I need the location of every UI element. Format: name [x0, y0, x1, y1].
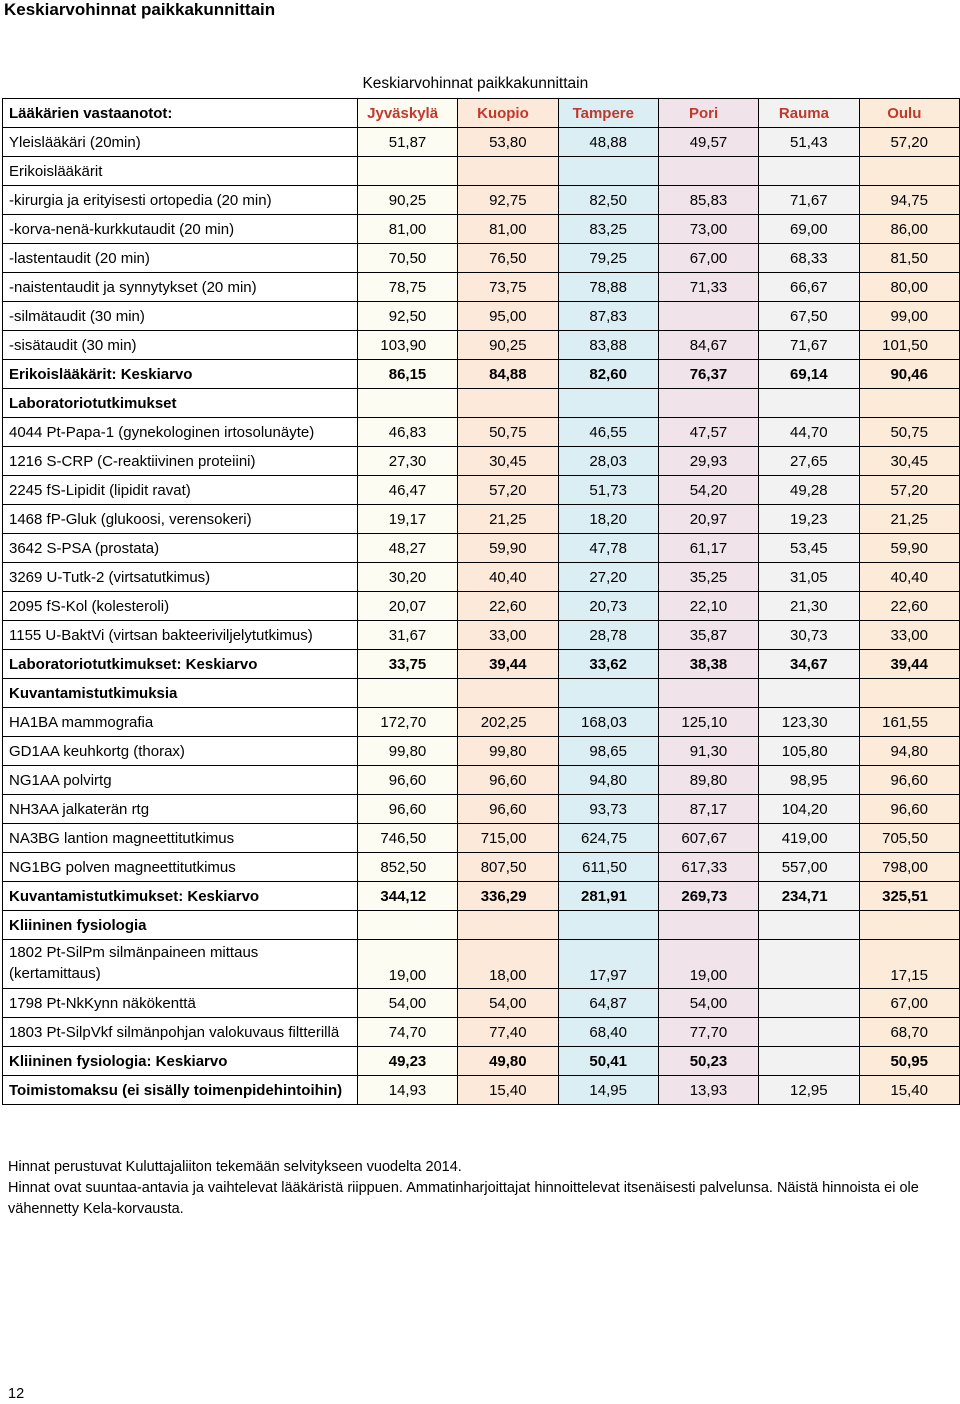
row-label: Toimistomaksu (ei sisälly toimenpidehintoihin) [3, 1076, 358, 1105]
row-label: HA1BA mammografia [3, 708, 358, 737]
price-cell: 49,80 [458, 1047, 558, 1076]
price-cell [859, 389, 959, 418]
price-cell: 68,70 [859, 1018, 959, 1047]
price-cell: 27,65 [759, 447, 859, 476]
table-row [3, 911, 960, 940]
price-cell: 71,33 [658, 273, 758, 302]
row-label: 1216 S-CRP (C-reaktiivinen proteiini) [3, 447, 358, 476]
price-cell: 22,60 [458, 592, 558, 621]
price-cell [658, 157, 758, 186]
price-cell: 34,67 [759, 650, 859, 679]
price-cell: 27,30 [357, 447, 457, 476]
row-label: NG1BG polven magneettitutkimus [3, 853, 358, 882]
price-cell: 30,20 [357, 563, 457, 592]
price-cell: 202,25 [458, 708, 558, 737]
price-cell: 28,78 [558, 621, 658, 650]
row-label: 2095 fS-Kol (kolesteroli) [3, 592, 358, 621]
row-label: Laboratoriotutkimukset [3, 389, 358, 418]
footnote: Hinnat ovat suuntaa-antavia ja vaihtelevat lääkäristä riippuen. Ammatinharjoittajat hinnoittelevat itsenäisesti palvelunsa. Näistä hinnoista ei ole vähennetty Kela-korvausta. [8, 1180, 919, 1217]
price-cell: 168,03 [558, 708, 658, 737]
price-cell: 70,50 [357, 244, 457, 273]
price-cell: 99,00 [859, 302, 959, 331]
price-cell: 30,73 [759, 621, 859, 650]
price-cell: 20,07 [357, 592, 457, 621]
price-cell: 54,20 [658, 476, 758, 505]
table-row [3, 360, 960, 389]
row-label: -kirurgia ja erityisesti ortopedia (20 min) [3, 186, 358, 215]
price-cell: 49,28 [759, 476, 859, 505]
price-cell: 705,50 [859, 824, 959, 853]
table-row [3, 215, 960, 244]
row-label: NG1AA polvirtg [3, 766, 358, 795]
price-cell: 50,23 [658, 1047, 758, 1076]
table-row [3, 244, 960, 273]
price-cell: 71,67 [759, 186, 859, 215]
price-cell: 91,30 [658, 737, 758, 766]
table-row [3, 882, 960, 911]
table-row [3, 853, 960, 882]
price-cell: 92,50 [357, 302, 457, 331]
price-cell [357, 679, 457, 708]
price-cell: 98,65 [558, 737, 658, 766]
price-cell: 73,75 [458, 273, 558, 302]
price-cell: 17,97 [558, 940, 658, 989]
price-cell [759, 1018, 859, 1047]
row-label: -lastentaudit (20 min) [3, 244, 358, 273]
price-cell: 57,20 [859, 128, 959, 157]
price-cell: 12,95 [759, 1076, 859, 1105]
table-header-row [3, 99, 960, 128]
city-header: Jyväskylä [357, 99, 457, 128]
price-cell: 40,40 [458, 563, 558, 592]
price-cell [759, 911, 859, 940]
price-cell: 852,50 [357, 853, 457, 882]
price-cell: 33,00 [859, 621, 959, 650]
table-row [3, 157, 960, 186]
price-cell: 15,40 [458, 1076, 558, 1105]
table-row [3, 534, 960, 563]
price-cell: 17,15 [859, 940, 959, 989]
price-cell: 101,50 [859, 331, 959, 360]
row-label: Kliininen fysiologia [3, 911, 358, 940]
price-cell: 67,00 [658, 244, 758, 273]
price-cell [859, 157, 959, 186]
table-row [3, 418, 960, 447]
price-cell [759, 157, 859, 186]
table-row [3, 476, 960, 505]
row-label: 3642 S-PSA (prostata) [3, 534, 358, 563]
price-cell: 96,60 [859, 795, 959, 824]
price-cell: 93,73 [558, 795, 658, 824]
price-cell: 105,80 [759, 737, 859, 766]
price-cell: 90,46 [859, 360, 959, 389]
price-cell: 83,88 [558, 331, 658, 360]
price-cell: 104,20 [759, 795, 859, 824]
table-row [3, 795, 960, 824]
price-cell: 47,57 [658, 418, 758, 447]
price-cell: 50,95 [859, 1047, 959, 1076]
price-cell: 50,75 [859, 418, 959, 447]
price-cell [658, 679, 758, 708]
price-cell: 82,50 [558, 186, 658, 215]
price-cell: 94,80 [859, 737, 959, 766]
price-cell: 67,50 [759, 302, 859, 331]
price-cell: 336,29 [458, 882, 558, 911]
price-cell: 99,80 [357, 737, 457, 766]
price-cell: 617,33 [658, 853, 758, 882]
price-cell: 31,05 [759, 563, 859, 592]
price-cell: 624,75 [558, 824, 658, 853]
price-cell: 19,23 [759, 505, 859, 534]
row-label: 1155 U-BaktVi (virtsan bakteeriviljelytutkimus) [3, 621, 358, 650]
price-cell: 31,67 [357, 621, 457, 650]
row-label: 2245 fS-Lipidit (lipidit ravat) [3, 476, 358, 505]
row-label: 4044 Pt-Papa-1 (gynekologinen irtosolunäyte) [3, 418, 358, 447]
price-cell: 28,03 [558, 447, 658, 476]
row-label: NH3AA jalkaterän rtg [3, 795, 358, 824]
price-cell: 53,45 [759, 534, 859, 563]
price-cell: 85,83 [658, 186, 758, 215]
page-number: 12 [8, 1386, 25, 1402]
price-cell: 81,00 [458, 215, 558, 244]
price-cell [759, 1047, 859, 1076]
price-cell: 51,87 [357, 128, 457, 157]
price-cell: 80,00 [859, 273, 959, 302]
price-cell: 125,10 [658, 708, 758, 737]
price-cell: 557,00 [759, 853, 859, 882]
price-cell: 92,75 [458, 186, 558, 215]
price-cell [859, 911, 959, 940]
price-cell: 14,95 [558, 1076, 658, 1105]
price-cell: 21,30 [759, 592, 859, 621]
price-cell: 81,50 [859, 244, 959, 273]
price-cell: 51,73 [558, 476, 658, 505]
price-cell: 77,40 [458, 1018, 558, 1047]
price-cell: 46,47 [357, 476, 457, 505]
city-header: Kuopio [458, 99, 558, 128]
price-cell: 46,55 [558, 418, 658, 447]
table-row [3, 592, 960, 621]
price-cell: 61,17 [658, 534, 758, 563]
price-cell: 47,78 [558, 534, 658, 563]
price-cell: 33,00 [458, 621, 558, 650]
row-label: Kuvantamistutkimuksia [3, 679, 358, 708]
row-label: Laboratoriotutkimukset: Keskiarvo [3, 650, 358, 679]
price-cell: 30,45 [859, 447, 959, 476]
price-cell: 325,51 [859, 882, 959, 911]
price-table [2, 70, 960, 1105]
price-cell: 77,70 [658, 1018, 758, 1047]
price-cell: 22,60 [859, 592, 959, 621]
table-row [3, 940, 960, 989]
city-header: Pori [658, 99, 758, 128]
price-cell: 86,15 [357, 360, 457, 389]
price-cell: 46,83 [357, 418, 457, 447]
price-cell: 344,12 [357, 882, 457, 911]
page-title: Keskiarvohinnat paikkakunnittain [4, 0, 276, 19]
price-cell: 39,44 [859, 650, 959, 679]
row-label: -naistentaudit ja synnytykset (20 min) [3, 273, 358, 302]
table-caption-row [3, 70, 960, 99]
price-cell: 419,00 [759, 824, 859, 853]
price-cell: 81,00 [357, 215, 457, 244]
price-cell: 64,87 [558, 989, 658, 1018]
price-cell: 95,00 [458, 302, 558, 331]
price-cell: 90,25 [357, 186, 457, 215]
table-row [3, 679, 960, 708]
price-cell [759, 940, 859, 989]
price-cell: 69,00 [759, 215, 859, 244]
footnote: Hinnat perustuvat Kuluttajaliiton tekemään selvitykseen vuodelta 2014. [8, 1159, 462, 1175]
price-cell: 54,00 [458, 989, 558, 1018]
price-cell [859, 679, 959, 708]
price-cell: 33,62 [558, 650, 658, 679]
price-cell [458, 911, 558, 940]
price-cell: 69,14 [759, 360, 859, 389]
row-label: Erikoislääkärit: Keskiarvo [3, 360, 358, 389]
price-cell: 84,67 [658, 331, 758, 360]
price-cell: 48,88 [558, 128, 658, 157]
price-cell: 76,37 [658, 360, 758, 389]
price-cell: 78,75 [357, 273, 457, 302]
row-label: Yleislääkäri (20min) [3, 128, 358, 157]
table-row [3, 505, 960, 534]
price-cell: 746,50 [357, 824, 457, 853]
price-cell [357, 389, 457, 418]
price-cell: 59,90 [859, 534, 959, 563]
price-cell: 15,40 [859, 1076, 959, 1105]
price-cell: 87,17 [658, 795, 758, 824]
price-cell: 21,25 [859, 505, 959, 534]
price-cell: 798,00 [859, 853, 959, 882]
price-cell: 19,00 [658, 940, 758, 989]
row-label: -sisätaudit (30 min) [3, 331, 358, 360]
price-cell [658, 389, 758, 418]
price-cell [558, 911, 658, 940]
row-label: 1798 Pt-NkKynn näkökenttä [3, 989, 358, 1018]
price-cell: 74,70 [357, 1018, 457, 1047]
price-cell: 20,73 [558, 592, 658, 621]
table-row [3, 128, 960, 157]
price-cell: 66,67 [759, 273, 859, 302]
price-cell: 50,75 [458, 418, 558, 447]
price-cell: 89,80 [658, 766, 758, 795]
price-cell: 57,20 [458, 476, 558, 505]
price-cell: 96,60 [859, 766, 959, 795]
price-cell: 50,41 [558, 1047, 658, 1076]
price-cell: 18,00 [458, 940, 558, 989]
row-label: -silmätaudit (30 min) [3, 302, 358, 331]
price-cell: 68,40 [558, 1018, 658, 1047]
table-row [3, 563, 960, 592]
price-cell [759, 389, 859, 418]
price-cell: 96,60 [458, 766, 558, 795]
price-cell: 123,30 [759, 708, 859, 737]
price-cell: 234,71 [759, 882, 859, 911]
price-cell: 715,00 [458, 824, 558, 853]
row-label: NA3BG lantion magneettitutkimus [3, 824, 358, 853]
row-label: -korva-nenä-kurkkutaudit (20 min) [3, 215, 358, 244]
row-label: 1802 Pt-SilPm silmänpaineen mittaus (kertamittaus) [3, 940, 358, 989]
price-cell: 51,43 [759, 128, 859, 157]
price-cell: 27,20 [558, 563, 658, 592]
price-cell: 21,25 [458, 505, 558, 534]
table-row [3, 621, 960, 650]
price-cell: 18,20 [558, 505, 658, 534]
price-cell: 161,55 [859, 708, 959, 737]
price-cell: 20,97 [658, 505, 758, 534]
price-cell: 84,88 [458, 360, 558, 389]
row-label: Erikoislääkärit [3, 157, 358, 186]
header-label: Lääkärien vastaanotot: [3, 99, 358, 128]
table-row [3, 186, 960, 215]
price-cell: 29,93 [658, 447, 758, 476]
price-cell: 38,38 [658, 650, 758, 679]
price-cell: 35,87 [658, 621, 758, 650]
table-row [3, 447, 960, 476]
price-cell: 49,23 [357, 1047, 457, 1076]
price-cell: 40,40 [859, 563, 959, 592]
price-cell: 48,27 [357, 534, 457, 563]
table-row [3, 331, 960, 360]
price-cell [558, 679, 658, 708]
price-cell: 79,25 [558, 244, 658, 273]
price-cell [458, 157, 558, 186]
city-header: Rauma [759, 99, 859, 128]
price-cell: 96,60 [357, 766, 457, 795]
price-cell: 99,80 [458, 737, 558, 766]
table-row [3, 989, 960, 1018]
price-cell: 269,73 [658, 882, 758, 911]
table-row [3, 766, 960, 795]
price-cell: 73,00 [658, 215, 758, 244]
price-cell: 54,00 [658, 989, 758, 1018]
price-cell [357, 157, 457, 186]
price-cell: 607,67 [658, 824, 758, 853]
price-cell: 78,88 [558, 273, 658, 302]
table-row [3, 650, 960, 679]
table-row [3, 389, 960, 418]
price-cell [759, 989, 859, 1018]
price-cell: 44,70 [759, 418, 859, 447]
price-cell: 53,80 [458, 128, 558, 157]
price-cell: 39,44 [458, 650, 558, 679]
price-cell: 19,17 [357, 505, 457, 534]
price-cell [558, 389, 658, 418]
price-cell: 33,75 [357, 650, 457, 679]
price-cell: 30,45 [458, 447, 558, 476]
row-label: 3269 U-Tutk-2 (virtsatutkimus) [3, 563, 358, 592]
price-cell: 90,25 [458, 331, 558, 360]
price-cell: 611,50 [558, 853, 658, 882]
price-cell: 83,25 [558, 215, 658, 244]
price-cell: 13,93 [658, 1076, 758, 1105]
price-cell: 807,50 [458, 853, 558, 882]
price-cell: 22,10 [658, 592, 758, 621]
table-row [3, 1076, 960, 1105]
city-header: Oulu [859, 99, 959, 128]
row-label: 1468 fP-Gluk (glukoosi, verensokeri) [3, 505, 358, 534]
table-row [3, 1047, 960, 1076]
table-row [3, 302, 960, 331]
price-cell: 68,33 [759, 244, 859, 273]
price-cell: 67,00 [859, 989, 959, 1018]
row-label: 1803 Pt-SilpVkf silmänpohjan valokuvaus filtterillä [3, 1018, 358, 1047]
price-cell: 281,91 [558, 882, 658, 911]
price-cell: 94,80 [558, 766, 658, 795]
price-cell: 87,83 [558, 302, 658, 331]
price-cell: 94,75 [859, 186, 959, 215]
footnotes [8, 1157, 953, 1220]
table-row [3, 824, 960, 853]
price-cell [658, 911, 758, 940]
table-caption: Keskiarvohinnat paikkakunnittain [362, 75, 589, 92]
table-row [3, 708, 960, 737]
price-cell: 82,60 [558, 360, 658, 389]
table-row [3, 273, 960, 302]
table-row [3, 1018, 960, 1047]
price-cell: 54,00 [357, 989, 457, 1018]
row-label: Kliininen fysiologia: Keskiarvo [3, 1047, 358, 1076]
price-cell: 14,93 [357, 1076, 457, 1105]
price-cell: 59,90 [458, 534, 558, 563]
price-cell: 86,00 [859, 215, 959, 244]
city-header: Tampere [558, 99, 658, 128]
row-label: Kuvantamistutkimukset: Keskiarvo [3, 882, 358, 911]
price-cell: 19,00 [357, 940, 457, 989]
price-cell [558, 157, 658, 186]
price-cell [357, 911, 457, 940]
price-cell [458, 679, 558, 708]
price-cell: 71,67 [759, 331, 859, 360]
price-cell: 172,70 [357, 708, 457, 737]
price-cell: 98,95 [759, 766, 859, 795]
price-cell: 57,20 [859, 476, 959, 505]
price-cell [658, 302, 758, 331]
price-cell [458, 389, 558, 418]
price-cell: 35,25 [658, 563, 758, 592]
row-label: GD1AA keuhkortg (thorax) [3, 737, 358, 766]
price-cell: 76,50 [458, 244, 558, 273]
price-cell: 96,60 [458, 795, 558, 824]
price-cell [759, 679, 859, 708]
price-cell: 96,60 [357, 795, 457, 824]
price-cell: 49,57 [658, 128, 758, 157]
price-cell: 103,90 [357, 331, 457, 360]
table-row [3, 737, 960, 766]
